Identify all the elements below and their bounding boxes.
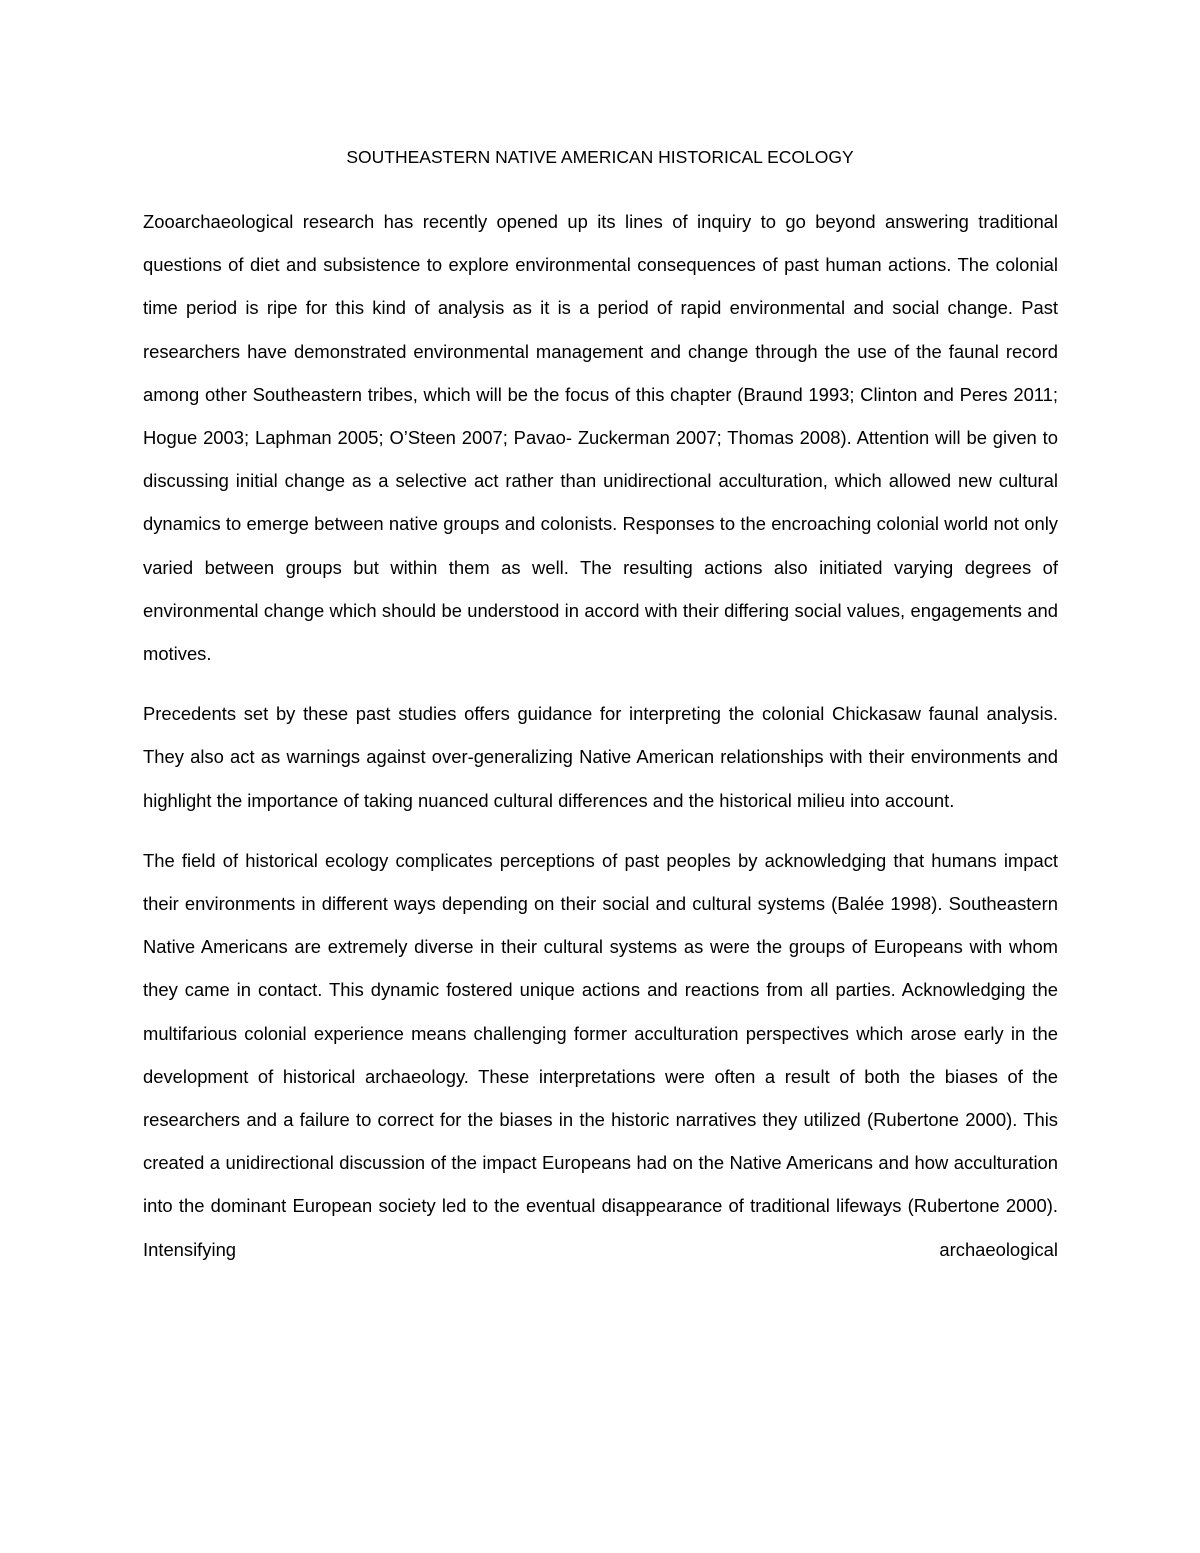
paragraph-2: Precedents set by these past studies offers guidance for interpreting the colonial Chickasaw faunal analysis. They also act as warnings against over-generalizing Native American relationships with their environments and highlight the importance of taking nuanced cultural differences and the historical milieu into account. <box>143 703 1058 811</box>
paragraph-1: Zooarchaeological research has recently opened up its lines of inquiry to go beyond answering traditional questions of diet and subsistence to explore environmental consequences of past human actions. The colonial time period is ripe for this kind of analysis as it is a period of rapid environmental and social change. Past researchers have demonstrated environmental management and change through the use of the faunal record among other Southeastern tribes, which will be the focus of this chapter (Braund 1993; Clinton and Peres 2011; Hogue 2003; Laphman 2005; O’Steen 2007; Pavao- Zuckerman 2007; Thomas 2008). Attention will be given to discussing initial change as a selective act rather than unidirectional acculturation, which allowed new cultural dynamics to emerge between native groups and colonists. Responses to the encroaching colonial world not only varied between groups but within them as well. The resulting actions also initiated varying degrees of environmental change which should be understood in accord with their differing social values, engagements and motives. <box>143 211 1058 665</box>
paragraph-3: The field of historical ecology complicates perceptions of past peoples by acknowledging that humans impact their environments in different ways depending on their social and cultural systems (Balée 1998). Southeastern Native Americans are extremely diverse in their cultural systems as were the groups of Europeans with whom they came in contact. This dynamic fostered unique actions and reactions from all parties. Acknowledging the multifarious colonial experience means challenging former acculturation perspectives which arose early in the development of historical archaeology. These interpretations were often a result of both the biases of the researchers and a failure to correct for the biases in the historic narratives they utilized (Rubertone 2000). This created a unidirectional discussion of the impact Europeans had on the Native Americans and how acculturation into the dominant European society led to the eventual disappearance of traditional lifeways (Rubertone 2000). Intensifying archaeological <box>143 849 1058 1260</box>
document-title: SOUTHEASTERN NATIVE AMERICAN HISTORICAL ECOLOGY <box>346 147 854 167</box>
document-body <box>143 200 1058 1271</box>
